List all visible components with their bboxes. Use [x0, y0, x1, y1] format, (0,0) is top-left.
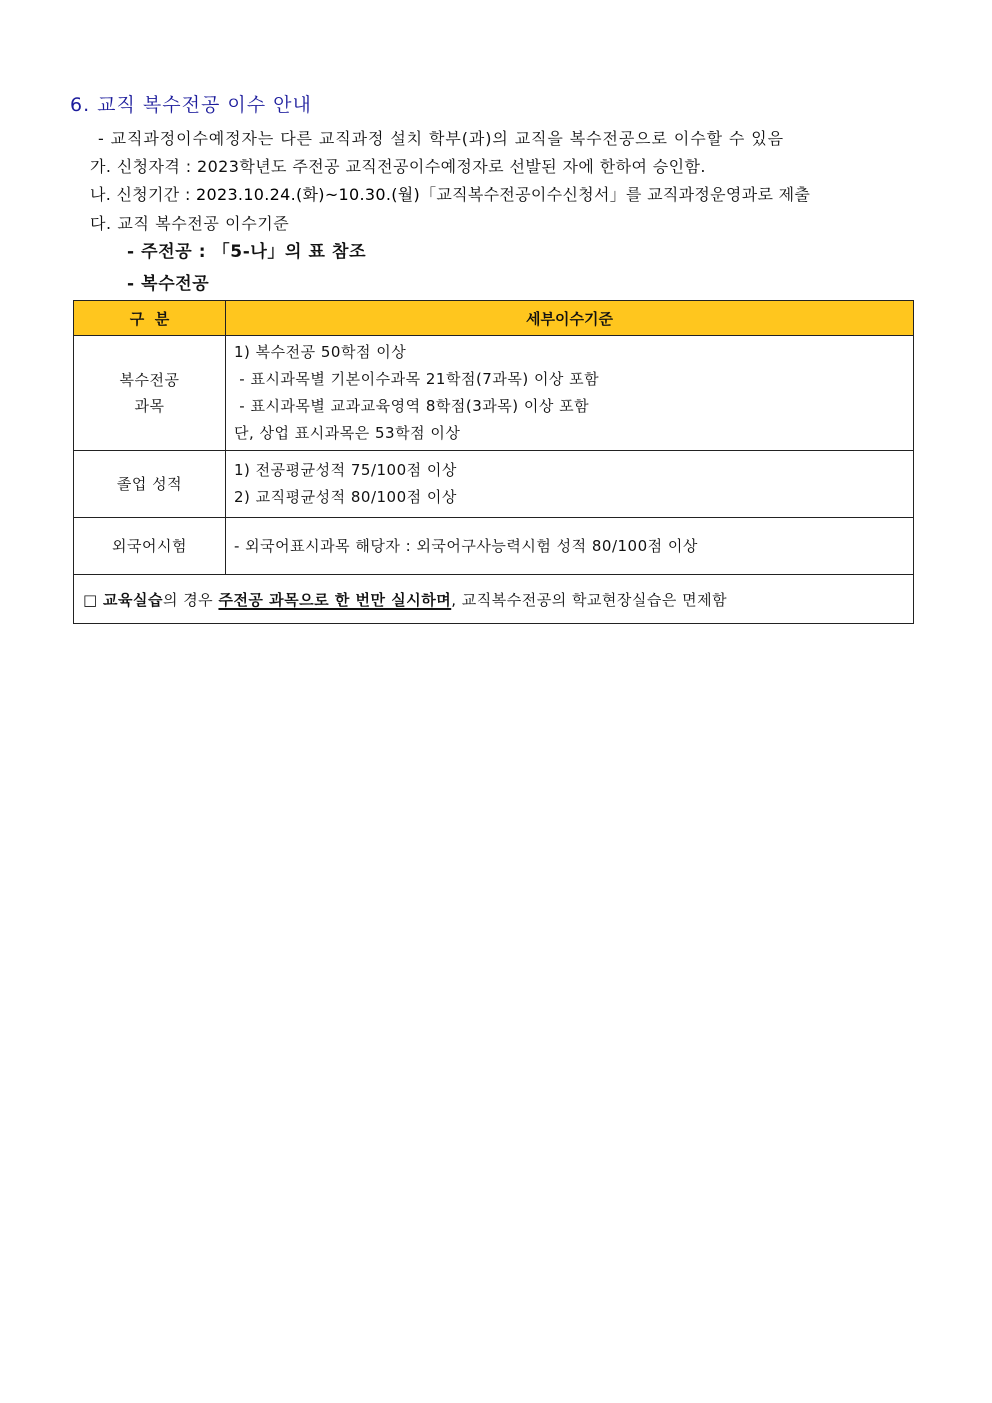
checkbox-square-icon: □ — [83, 590, 98, 609]
note-bold-term: 교육실습 — [102, 590, 163, 609]
intro-text: - 교직과정이수예정자는 다른 교직과정 설치 학부(과)의 교직을 복수전공으로 이수할 수 있음 — [98, 129, 784, 148]
detail-line: - 표시과목별 기본이수과목 21학점(7과목) 이상 포함 — [234, 370, 600, 388]
category-label: 졸업 성적 — [116, 475, 183, 493]
section-title: 6. 교직 복수전공 이수 안내 — [70, 94, 312, 116]
details-cell — [226, 451, 914, 518]
detail-line: 1) 전공평균성적 75/100점 이상 — [234, 461, 457, 479]
period-prefix: 나. 신청기간 : — [90, 185, 197, 204]
category-cell — [74, 336, 226, 451]
item-eligibility: 가. 신청자격 : 2023학년도 주전공 교직전공이수예정자로 선발된 자에 한하여 승인함. — [90, 157, 706, 176]
note-emphasis: 주전공 과목으로 한 번만 실시하며 — [218, 590, 452, 609]
details-cell — [226, 336, 914, 451]
item-criteria: 다. 교직 복수전공 이수기준 — [90, 214, 290, 233]
table-row — [74, 451, 914, 518]
note-text: 의 경우 — [162, 590, 219, 609]
criteria-table — [73, 300, 914, 624]
category-label: 외국어시험 — [112, 537, 187, 555]
sub-major-reference: - 주전공 : 「5-나」의 표 참조 — [127, 242, 367, 262]
category-cell — [74, 451, 226, 518]
period-dates: 2023.10.24.(화)~10.30.(월) — [196, 185, 421, 204]
table-note-row — [74, 575, 914, 624]
detail-line: - 외국어표시과목 해당자 : 외국어구사능력시험 성적 80/100점 이상 — [234, 536, 698, 555]
category-cell — [74, 518, 226, 575]
header-details: 세부이수기준 — [226, 301, 914, 336]
detail-line: 단, 상업 표시과목은 53학점 이상 — [234, 424, 461, 442]
category-label: 과목 — [134, 397, 165, 415]
category-label: 복수전공 — [119, 371, 180, 389]
table-row — [74, 336, 914, 451]
detail-line: 2) 교직평균성적 80/100점 이상 — [234, 488, 457, 506]
detail-line: - 표시과목별 교과교육영역 8학점(3과목) 이상 포함 — [234, 397, 590, 415]
period-suffix: 「교직복수전공이수신청서」를 교직과정운영과로 제출 — [420, 185, 811, 204]
table-header-row — [74, 301, 914, 336]
detail-line: 1) 복수전공 50학점 이상 — [234, 343, 407, 361]
details-cell — [226, 518, 914, 575]
header-category: 구 분 — [74, 301, 226, 336]
note-cell — [74, 575, 914, 624]
note-text: , 교직복수전공의 학교현장실습은 면제함 — [451, 590, 728, 609]
sub-double-major: - 복수전공 — [127, 274, 210, 294]
item-application-period — [90, 184, 810, 206]
table-row — [74, 518, 914, 575]
